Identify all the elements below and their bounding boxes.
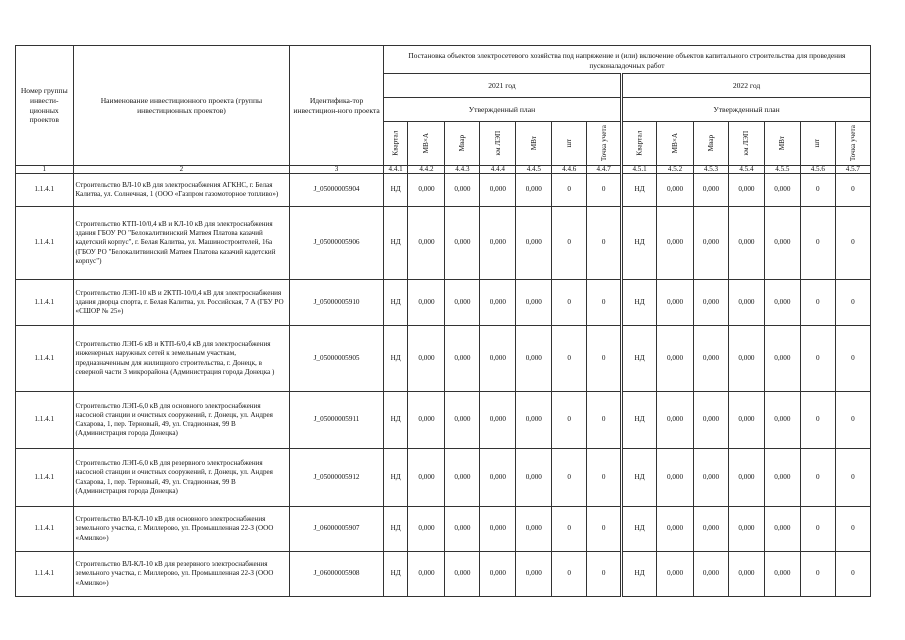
value-cell: 0	[835, 207, 870, 280]
value-cell: 0	[835, 280, 870, 326]
value-cell: 0,000	[480, 326, 516, 392]
header-sub-2021-4: МВт	[516, 122, 552, 166]
group-number: 1.1.4.1	[16, 507, 74, 552]
value-cell: НД	[622, 326, 657, 392]
value-cell: 0,000	[764, 326, 800, 392]
value-cell: 0	[552, 174, 587, 207]
value-cell: 0,000	[694, 392, 729, 449]
project-name: Строительство ВЛ-КЛ-10 кВ для основного электроснабжения земельного участка, г. Миллерово, ул. Промышленная 22-З (ООО «Амилко»)	[73, 507, 290, 552]
value-cell: 0,000	[480, 174, 516, 207]
value-cell: 0,000	[516, 449, 552, 507]
value-cell: 0,000	[480, 507, 516, 552]
value-cell: НД	[622, 174, 657, 207]
header-commissioning: Постановка объектов электросетевого хозяйства под напряжение и (или) включение объектов капитального строительства для проведения пусконаладочных работ	[383, 46, 870, 74]
project-name: Строительство КТП-10/0,4 кВ и КЛ-10 кВ для электроснабжения здания ГБОУ РО "Белокалитвинский Матвея Платова казачий кадетский корпус", г. Белая Калитва, ул. Машиностроителей, 16а (ГБОУ РО "Белокалитвинский Матвея Платова казачий кадетский корпус")	[73, 207, 290, 280]
column-number: 4.5.6	[800, 166, 835, 174]
group-number: 1.1.4.1	[16, 174, 74, 207]
header-sub-2022-6: Точка учета	[835, 122, 870, 166]
value-cell: 0,000	[728, 392, 764, 449]
project-id: J_05000005904	[290, 174, 383, 207]
value-cell: 0,000	[480, 552, 516, 597]
header-sub-2022-4: МВт	[764, 122, 800, 166]
project-name: Строительство ЛЭП-10 кВ и 2КТП-10/0,4 кВ для электроснабжения здания дворца спорта, г. Белая Калитва, ул. Российская, 7 А (ГБУ РО «СШОР № 25»)	[73, 280, 290, 326]
value-cell: 0	[552, 449, 587, 507]
value-cell: 0,000	[408, 326, 445, 392]
value-cell: 0	[552, 552, 587, 597]
value-cell: 0	[835, 507, 870, 552]
column-number: 4.5.3	[694, 166, 729, 174]
header-sub-2021-5: шт	[552, 122, 587, 166]
group-number: 1.1.4.1	[16, 449, 74, 507]
table-row	[16, 326, 871, 392]
value-cell: 0	[835, 552, 870, 597]
value-cell: 0,000	[657, 174, 694, 207]
value-cell: 0	[800, 207, 835, 280]
value-cell: 0,000	[728, 326, 764, 392]
value-cell: 0,000	[408, 207, 445, 280]
value-cell: 0,000	[657, 326, 694, 392]
value-cell: 0,000	[480, 449, 516, 507]
value-cell: 0,000	[694, 280, 729, 326]
value-cell: НД	[383, 552, 408, 597]
value-cell: 0	[800, 280, 835, 326]
group-number: 1.1.4.1	[16, 280, 74, 326]
project-id: J_05000005912	[290, 449, 383, 507]
value-cell: 0,000	[694, 174, 729, 207]
value-cell: 0,000	[728, 449, 764, 507]
header-year-2021: 2021 год	[383, 74, 621, 98]
header-sub-2022-5: шт	[800, 122, 835, 166]
value-cell: НД	[383, 507, 408, 552]
value-cell: 0,000	[657, 507, 694, 552]
table-row	[16, 207, 871, 280]
value-cell: 0	[835, 449, 870, 507]
value-cell: 0,000	[516, 326, 552, 392]
value-cell: 0,000	[408, 174, 445, 207]
value-cell: 0,000	[764, 207, 800, 280]
value-cell: НД	[622, 507, 657, 552]
value-cell: 0,000	[764, 392, 800, 449]
column-number: 2	[73, 166, 290, 174]
project-id: J_05000005910	[290, 280, 383, 326]
value-cell: НД	[383, 392, 408, 449]
project-id: J_05000005911	[290, 392, 383, 449]
table-row	[16, 507, 871, 552]
column-number: 4.4.5	[516, 166, 552, 174]
value-cell: 0,000	[516, 207, 552, 280]
value-cell: НД	[383, 174, 408, 207]
value-cell: НД	[622, 392, 657, 449]
value-cell: 0,000	[764, 552, 800, 597]
header-sub-2021-2: Мвар	[445, 122, 480, 166]
header-sub-2021-6: Точка учета	[587, 122, 622, 166]
header-sub-2021-3: км ЛЭП	[480, 122, 516, 166]
header-sub-2021-0: Квартал	[383, 122, 408, 166]
value-cell: НД	[622, 449, 657, 507]
value-cell: 0,000	[445, 280, 480, 326]
value-cell: 0,000	[445, 507, 480, 552]
header-sub-2022-2: Мвар	[694, 122, 729, 166]
value-cell: 0,000	[657, 392, 694, 449]
value-cell: 0,000	[764, 174, 800, 207]
value-cell: 0,000	[694, 507, 729, 552]
column-number: 4.5.5	[764, 166, 800, 174]
column-number: 4.5.1	[622, 166, 657, 174]
value-cell: 0	[552, 280, 587, 326]
project-name: Строительство ВЛ-КЛ-10 кВ для резервного электроснабжения земельного участка, г. Миллерово, ул. Промышленная 22-З (ООО «Амилко»)	[73, 552, 290, 597]
value-cell: 0	[587, 392, 622, 449]
project-id: J_05000005906	[290, 207, 383, 280]
value-cell: 0,000	[480, 392, 516, 449]
value-cell: 0,000	[728, 552, 764, 597]
column-numbers-row	[16, 166, 871, 174]
value-cell: 0	[800, 174, 835, 207]
value-cell: 0,000	[516, 392, 552, 449]
header-sub-2022-0: Квартал	[622, 122, 657, 166]
column-number: 4.4.2	[408, 166, 445, 174]
table-row	[16, 392, 871, 449]
value-cell: 0	[552, 392, 587, 449]
value-cell: 0,000	[694, 207, 729, 280]
value-cell: 0,000	[728, 507, 764, 552]
header-sub-2021-1: МВ×А	[408, 122, 445, 166]
column-number: 4.4.3	[445, 166, 480, 174]
value-cell: 0,000	[694, 449, 729, 507]
group-number: 1.1.4.1	[16, 207, 74, 280]
value-cell: 0	[587, 207, 622, 280]
project-name: Строительство ВЛ-10 кВ для электроснабжения АГКНС, г. Белая Калитва, ул. Солнечная, 1 (ООО «Газпром газомоторное топливо»)	[73, 174, 290, 207]
header-plan-2021: Утвержденный план	[383, 98, 621, 122]
value-cell: 0,000	[445, 207, 480, 280]
value-cell: 0,000	[480, 207, 516, 280]
value-cell: НД	[383, 207, 408, 280]
value-cell: 0	[800, 507, 835, 552]
value-cell: НД	[383, 449, 408, 507]
value-cell: 0,000	[728, 207, 764, 280]
value-cell: 0	[800, 449, 835, 507]
column-number: 4.5.7	[835, 166, 870, 174]
value-cell: 0,000	[408, 552, 445, 597]
table-row	[16, 449, 871, 507]
value-cell: 0,000	[657, 207, 694, 280]
value-cell: 0	[800, 392, 835, 449]
header-sub-2022-1: МВ×А	[657, 122, 694, 166]
value-cell: 0,000	[445, 326, 480, 392]
value-cell: 0	[552, 326, 587, 392]
value-cell: 0,000	[445, 449, 480, 507]
value-cell: 0,000	[728, 174, 764, 207]
column-number: 4.5.2	[657, 166, 694, 174]
value-cell: НД	[383, 280, 408, 326]
group-number: 1.1.4.1	[16, 392, 74, 449]
column-number: 3	[290, 166, 383, 174]
project-name: Строительство ЛЭП-6,0 кВ для основного электроснабжения насосной станции и очистных сооружений, г. Донецк, ул. Андрея Сахарова, 1, пер. Терновый, 49, ул. Стадионная, 99 В (Администрация города Донецка)	[73, 392, 290, 449]
table-row	[16, 280, 871, 326]
value-cell: 0,000	[728, 280, 764, 326]
header-group-no: Номер группы инвести-ционных проектов	[16, 46, 74, 166]
column-number: 4.4.7	[587, 166, 622, 174]
value-cell: 0,000	[764, 449, 800, 507]
value-cell: 0	[587, 449, 622, 507]
column-number: 1	[16, 166, 74, 174]
column-number: 4.4.6	[552, 166, 587, 174]
value-cell: 0,000	[445, 552, 480, 597]
group-number: 1.1.4.1	[16, 326, 74, 392]
project-id: J_06000005908	[290, 552, 383, 597]
column-number: 4.4.1	[383, 166, 408, 174]
value-cell: 0,000	[764, 280, 800, 326]
value-cell: 0,000	[516, 507, 552, 552]
value-cell: НД	[622, 207, 657, 280]
header-project-name: Наименование инвестиционного проекта (группы инвестиционных проектов)	[73, 46, 290, 166]
value-cell: 0,000	[445, 392, 480, 449]
value-cell: НД	[622, 552, 657, 597]
investment-projects-table	[15, 45, 871, 597]
value-cell: 0,000	[445, 174, 480, 207]
value-cell: 0,000	[516, 280, 552, 326]
value-cell: 0	[587, 174, 622, 207]
value-cell: 0,000	[408, 449, 445, 507]
value-cell: 0	[552, 507, 587, 552]
project-name: Строительство ЛЭП-6,0 кВ для резервного электроснабжения насосной станции и очистных сооружений, г. Донецк, ул. Андрея Сахарова, 1, пер. Терновый, 49, ул. Стадионная, 99 В (Администрация города Донецка)	[73, 449, 290, 507]
value-cell: 0	[835, 326, 870, 392]
header-year-2022: 2022 год	[622, 74, 871, 98]
project-name: Строительство ЛЭП-6 кВ и КТП-6/0,4 кВ для электроснабжения инженерных наружных сетей к земельным участкам, предназначенным для жилищного строительства, г. Донецк, в северной части 3 микрорайона (Администрация города Донецка )	[73, 326, 290, 392]
value-cell: 0	[552, 207, 587, 280]
project-id: J_06000005907	[290, 507, 383, 552]
value-cell: 0	[587, 280, 622, 326]
value-cell: НД	[622, 280, 657, 326]
document-page	[15, 45, 871, 597]
value-cell: 0	[835, 392, 870, 449]
header-sub-2022-3: км ЛЭП	[728, 122, 764, 166]
value-cell: 0,000	[694, 552, 729, 597]
header-plan-2022: Утвержденный план	[622, 98, 871, 122]
value-cell: 0	[835, 174, 870, 207]
value-cell: 0,000	[408, 280, 445, 326]
project-id: J_05000005905	[290, 326, 383, 392]
value-cell: 0,000	[480, 280, 516, 326]
value-cell: 0,000	[657, 552, 694, 597]
value-cell: 0,000	[764, 507, 800, 552]
value-cell: 0,000	[694, 326, 729, 392]
value-cell: 0,000	[408, 507, 445, 552]
column-number: 4.5.4	[728, 166, 764, 174]
value-cell: 0,000	[408, 392, 445, 449]
table-row	[16, 552, 871, 597]
value-cell: 0,000	[516, 552, 552, 597]
value-cell: 0,000	[657, 280, 694, 326]
column-number: 4.4.4	[480, 166, 516, 174]
header-project-id: Идентифика-тор инвестицион-ного проекта	[290, 46, 383, 166]
value-cell: НД	[383, 326, 408, 392]
value-cell: 0,000	[516, 174, 552, 207]
value-cell: 0	[587, 552, 622, 597]
value-cell: 0,000	[657, 449, 694, 507]
value-cell: 0	[800, 552, 835, 597]
value-cell: 0	[587, 326, 622, 392]
value-cell: 0	[587, 507, 622, 552]
group-number: 1.1.4.1	[16, 552, 74, 597]
value-cell: 0	[800, 326, 835, 392]
table-row	[16, 174, 871, 207]
